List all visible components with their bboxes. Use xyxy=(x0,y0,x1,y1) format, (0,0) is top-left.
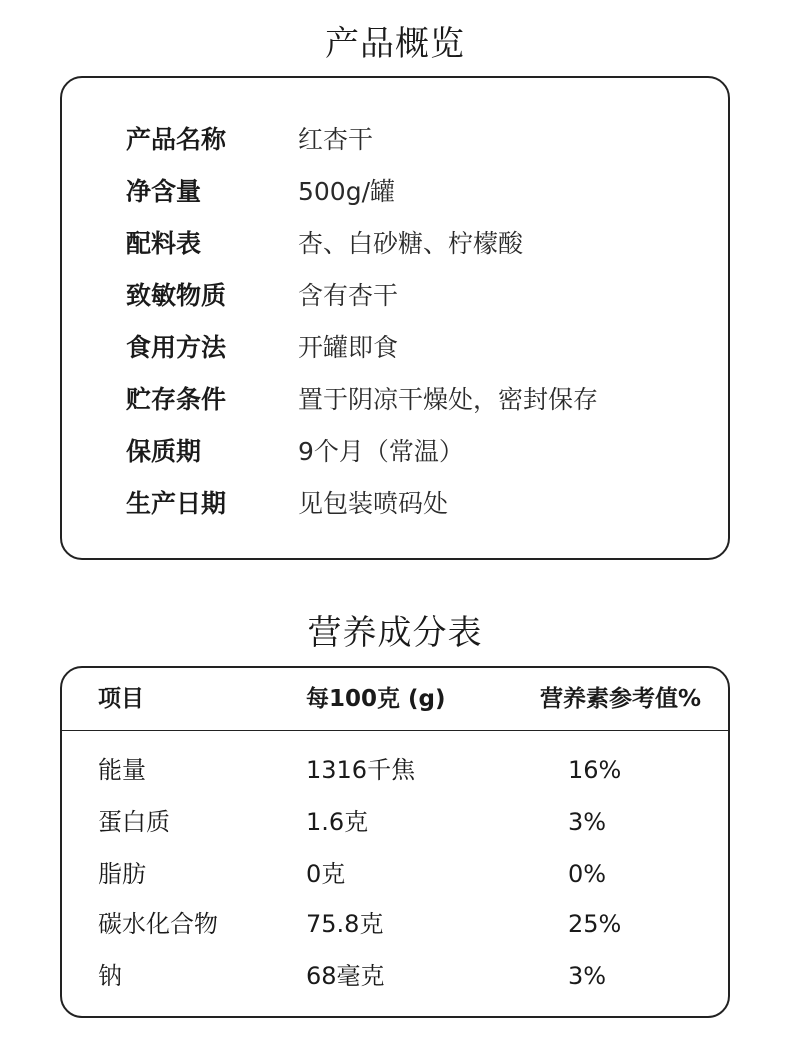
overview-label: 配料表 xyxy=(126,229,202,258)
overview-value: 置于阴凉干燥处，密封保存 xyxy=(298,385,599,414)
table-row xyxy=(62,796,728,848)
header-divider xyxy=(62,730,728,731)
nutrition-header-row xyxy=(62,668,728,730)
overview-label: 贮存条件 xyxy=(126,385,227,414)
overview-label: 食用方法 xyxy=(126,333,227,362)
cell-nrv: 3% xyxy=(568,962,607,990)
cell-nrv: 16% xyxy=(568,756,622,784)
nutrition-title: 营养成分表 xyxy=(307,613,483,653)
overview-label: 保质期 xyxy=(126,437,202,466)
header-item: 项目 xyxy=(98,686,144,712)
cell-item: 钠 xyxy=(98,962,122,990)
cell-item: 蛋白质 xyxy=(98,808,170,836)
cell-item: 能量 xyxy=(98,756,146,784)
overview-title: 产品概览 xyxy=(325,24,465,64)
cell-item: 碳水化合物 xyxy=(98,910,218,938)
overview-row-usage xyxy=(62,322,728,374)
overview-row-production-date xyxy=(62,478,728,530)
overview-panel xyxy=(60,76,730,560)
cell-per-100g: 0克 xyxy=(306,860,346,888)
overview-label: 产品名称 xyxy=(126,125,227,154)
overview-value: 见包装喷码处 xyxy=(298,489,449,518)
overview-row-name xyxy=(62,114,728,166)
header-per-100g: 每100克 (g) xyxy=(306,686,446,712)
overview-value: 500g/罐 xyxy=(298,177,396,206)
overview-label: 生产日期 xyxy=(126,489,227,518)
table-row xyxy=(62,744,728,796)
cell-nrv: 0% xyxy=(568,860,607,888)
header-nrv: 营养素参考值% xyxy=(540,686,702,712)
cell-per-100g: 1.6克 xyxy=(306,808,369,836)
overview-label: 致敏物质 xyxy=(126,281,227,310)
table-row xyxy=(62,898,728,950)
cell-nrv: 25% xyxy=(568,910,622,938)
cell-item: 脂肪 xyxy=(98,860,146,888)
overview-row-storage xyxy=(62,374,728,426)
overview-row-net-content xyxy=(62,166,728,218)
cell-nrv: 3% xyxy=(568,808,607,836)
overview-label: 净含量 xyxy=(126,177,202,206)
overview-value: 杏、白砂糖、柠檬酸 xyxy=(298,229,524,258)
cell-per-100g: 75.8克 xyxy=(306,910,384,938)
overview-value: 开罐即食 xyxy=(298,333,399,362)
table-row xyxy=(62,848,728,900)
nutrition-table xyxy=(60,666,730,1018)
overview-row-ingredients xyxy=(62,218,728,270)
overview-row-shelf-life xyxy=(62,426,728,478)
overview-value: 含有杏干 xyxy=(298,281,399,310)
cell-per-100g: 68毫克 xyxy=(306,962,385,990)
overview-row-allergens xyxy=(62,270,728,322)
cell-per-100g: 1316千焦 xyxy=(306,756,416,784)
overview-value: 9个月（常温） xyxy=(298,437,464,466)
overview-value: 红杏干 xyxy=(298,125,374,154)
table-row xyxy=(62,950,728,1002)
